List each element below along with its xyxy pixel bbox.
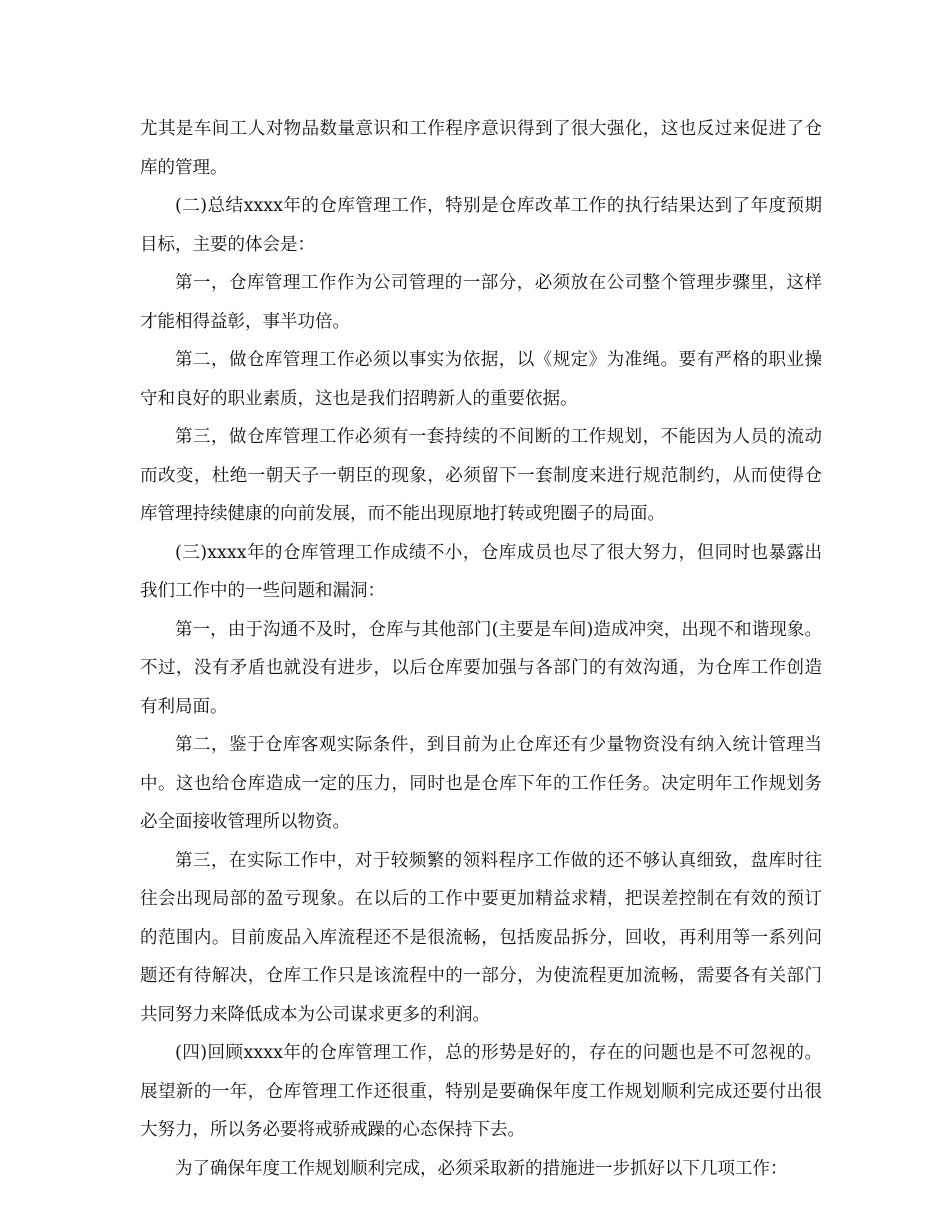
paragraph-section-2-point-1: 第一，仓库管理工作作为公司管理的一部分，必须放在公司整个管理步骤里，这样才能相得益彰，事半功倍。 — [140, 273, 822, 332]
document-body — [140, 110, 822, 1188]
paragraph-section-3-point-1: 第一，由于沟通不及时，仓库与其他部门(主要是车间)造成冲突，出现不和谐现象。不过，没有矛盾也就没有进步，以后仓库要加强与各部门的有效沟通，为仓库工作创造有利局面。 — [140, 619, 822, 717]
paragraph-section-3-point-2: 第二，鉴于仓库客观实际条件，到目前为止仓库还有少量物资没有纳入统计管理当中。这也给仓库造成一定的压力，同时也是仓库下年的工作任务。决定明年工作规划务必全面接收管理所以物资。 — [140, 735, 822, 832]
paragraph-section-2-point-3: 第三，做仓库管理工作必须有一套持续的不间断的工作规划，不能因为人员的流动而改变，杜绝一朝天子一朝臣的现象，必须留下一套制度来进行规范制约，从而使得仓库管理持续健康的向前发展，而不能出现原地打转或兜圈子的局面。 — [140, 427, 822, 524]
paragraph-section-2: (二)总结xxxx年的仓库管理工作，特别是仓库改革工作的执行结果达到了年度预期目标，主要的体会是： — [140, 196, 822, 255]
paragraph-section-3-point-3: 第三，在实际工作中，对于较频繁的领料程序工作做的还不够认真细致，盘库时往往会出现局部的盈亏现象。在以后的工作中要更加精益求精，把误差控制在有效的预订的范围内。目前废品入库流程还不是很流畅，包括废品拆分，回收，再利用等一系列问题还有待解决，仓库工作只是该流程中的一部分，为使流程更加流畅，需要各有关部门共同努力来降低成本为公司谋求更多的利润。 — [140, 850, 822, 1025]
paragraph-continuation: 尤其是车间工人对物品数量意识和工作程序意识得到了很大强化，这也反过来促进了仓库的管理。 — [140, 119, 822, 178]
paragraph-section-4: (四)回顾xxxx年的仓库管理工作，总的形势是好的，存在的问题也是不可忽视的。展望新的一年，仓库管理工作还很重，特别是要确保年度工作规划顺利完成还要付出很大努力，所以务必要将戒骄戒躁的心态保持下去。 — [140, 1043, 822, 1140]
paragraph-section-3: (三)xxxx年的仓库管理工作成绩不小，仓库成员也尽了很大努力，但同时也暴露出我们工作中的一些问题和漏洞： — [140, 542, 822, 601]
paragraph-closing: 为了确保年度工作规划顺利完成，必须采取新的措施进一步抓好以下几项工作： — [175, 1158, 788, 1179]
paragraph-section-2-point-2: 第二，做仓库管理工作必须以事实为依据，以《规定》为准绳。要有严格的职业操守和良好的职业素质，这也是我们招聘新人的重要依据。 — [140, 350, 822, 409]
